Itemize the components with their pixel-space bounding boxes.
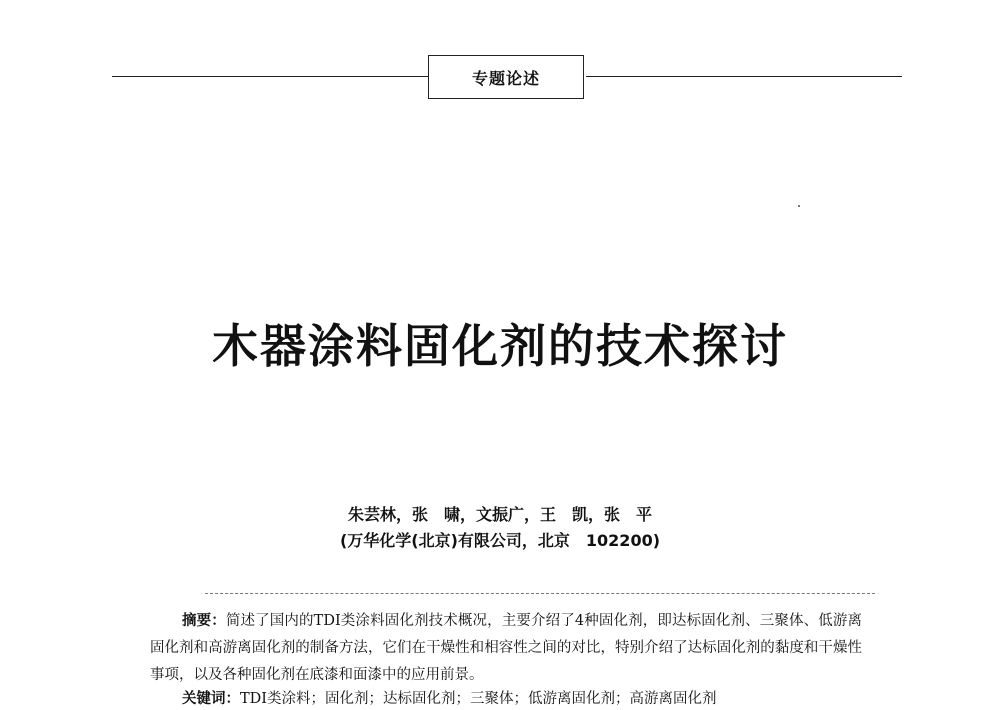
article-title: 木器涂料固化剂的技术探讨: [212, 319, 788, 373]
header-rule-right: [586, 76, 902, 77]
keywords-text: TDI类涂料；固化剂；达标固化剂；三聚体；低游离固化剂；高游离固化剂: [240, 691, 717, 707]
author-affiliation: (万华化学(北京)有限公司，北京 102200): [339, 531, 661, 550]
abstract-paragraph: [150, 608, 862, 689]
keywords-label: 关键词：: [182, 691, 240, 707]
author-list: 朱芸林，张 啸，文振广，王 凯，张 平: [347, 505, 652, 524]
header-rule-left: [112, 76, 428, 77]
abstract-label: 摘要：: [182, 613, 226, 629]
scan-speck: [798, 205, 800, 207]
section-label: 专题论述: [428, 55, 584, 99]
abstract-text: 简述了国内的TDI类涂料固化剂技术概况，主要介绍了4种固化剂，即达标固化剂、三聚体、低游离固化剂和高游离固化剂的制备方法，它们在干燥性和相容性之间的对比，特别介绍了达标固化剂的黏度和干燥性事项，以及各种固化剂在底漆和面漆中的应用前景。: [150, 613, 863, 683]
separator-rule: [205, 593, 875, 594]
keywords-line: [150, 688, 862, 710]
